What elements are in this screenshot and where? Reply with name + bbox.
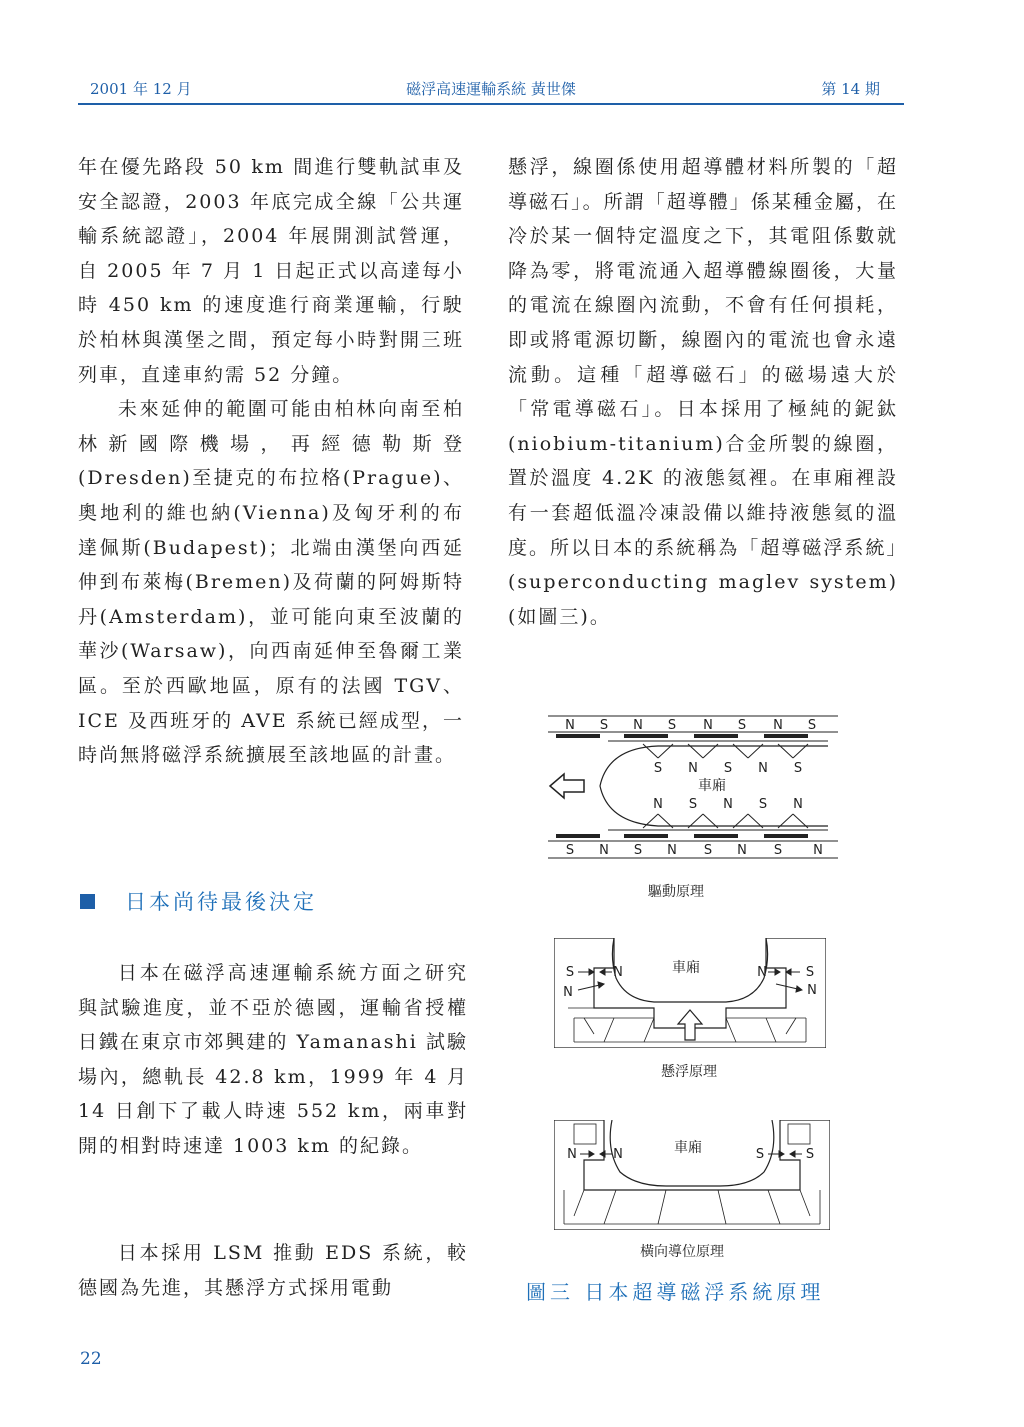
pole-label: S [773, 843, 783, 858]
pole-label: S [688, 797, 698, 812]
left-column-upper [78, 150, 464, 773]
paragraph: 日本採用 LSM 推動 EDS 系統，較德國為先進，其懸浮方式採用電動 [78, 1242, 468, 1299]
pole-label: N [567, 1147, 577, 1162]
pole-label: S [758, 797, 768, 812]
pole-label: N [793, 797, 803, 812]
pole-label: N [723, 797, 733, 812]
pole-label: N [703, 718, 713, 733]
pole-label: S [653, 761, 663, 776]
paragraph: 年在優先路段 50 km 間進行雙軌試車及安全認證，2003 年底完成全線「公共運輸系統認證」，2004 年展開測試營運，自 2005 年 7 月 1 日起正式以高達每小時 450 km 的速度進行商業運輸，行駛於柏林與漢堡之間，預定每小時對開三班列車，直達車約需 52 分鐘。 [78, 156, 464, 386]
pole-label: N [773, 718, 783, 733]
levitation-caption: 懸浮原理 [661, 1064, 717, 1080]
levitation-principle-diagram [554, 938, 826, 1048]
guidance-principle-diagram [554, 1120, 830, 1230]
header-date: 2001 年 12 月 [90, 80, 192, 98]
header-issue: 第 14 期 [821, 80, 880, 98]
drive-caption: 驅動原理 [648, 884, 704, 900]
pole-label: N [565, 718, 575, 733]
pole-label: S [667, 718, 677, 733]
left-column-lower [78, 1236, 468, 1305]
guidance-caption: 橫向導位原理 [640, 1244, 724, 1260]
pole-label: S [723, 761, 733, 776]
pole-label: S [703, 843, 713, 858]
pole-label: N [613, 1147, 623, 1162]
figure-title: 圖三 日本超導磁浮系統原理 [526, 1280, 825, 1304]
right-column [508, 150, 898, 634]
header-title: 磁浮高速運輸系統 黃世傑 [406, 80, 576, 98]
pole-label: S [599, 718, 609, 733]
running-header [78, 72, 904, 102]
pole-label: S [807, 718, 817, 733]
pole-label: N [667, 843, 677, 858]
pole-label: N [757, 965, 767, 980]
paragraph: 未來延伸的範圍可能由柏林向南至柏林新國際機場，再經德勒斯登(Dresden)至捷克的布拉格(Prague)、奧地利的維也納(Vienna)及匈牙利的布達佩斯(Budapest)；北端由漢堡向西延伸到布萊梅(Bremen)及荷蘭的阿姆斯特丹(Amsterdam)，並可能向東至波蘭的華沙(Warsaw)，向西南延伸至魯爾工業區。至於西歐地區，原有的法國 TGV、ICE 及西班牙的 AVE 系統已經成型，一時尚無將磁浮系統擴展至該地區的計畫。 [78, 398, 464, 767]
pole-label: S [805, 1147, 815, 1162]
pole-label: N [758, 761, 768, 776]
pole-label: S [565, 965, 575, 980]
guidance-car-label: 車廂 [674, 1140, 702, 1156]
section-heading-text: 日本尚待最後決定 [125, 890, 317, 914]
pole-label: N [688, 761, 698, 776]
pole-label: N [653, 797, 663, 812]
drive-principle-diagram [548, 708, 838, 870]
section-heading [80, 886, 317, 918]
left-column-middle [78, 956, 468, 1164]
pole-label: N [599, 843, 609, 858]
pole-label: N [807, 983, 817, 998]
pole-label: N [813, 843, 823, 858]
pole-label: S [793, 761, 803, 776]
drive-car-label: 車廂 [698, 778, 726, 794]
pole-label: N [563, 985, 573, 1000]
pole-label: S [805, 965, 815, 980]
paragraph: 日本在磁浮高速運輸系統方面之研究與試驗進度，並不亞於德國，運輸省授權日鐵在東京市郊興建的 Yamanashi 試驗場內，總軌長 42.8 km，1999 年 4 月 14 日創下了載人時速 552 km，兩車對開的相對時速達 1003 km 的紀錄。 [78, 962, 468, 1157]
levitation-car-label: 車廂 [672, 960, 700, 976]
direction-arrow-icon [550, 774, 584, 798]
pole-label: S [565, 843, 575, 858]
header-rule [78, 103, 904, 105]
pole-label: S [737, 718, 747, 733]
pole-label: N [613, 965, 623, 980]
pole-label: N [737, 843, 747, 858]
square-bullet-icon [80, 894, 95, 909]
pole-label: S [755, 1147, 765, 1162]
paragraph: 懸浮，線圈係使用超導體材料所製的「超導磁石」。所謂「超導體」係某種金屬，在冷於某一個特定溫度之下，其電阻係數就降為零，將電流通入超導體線圈後，大量的電流在線圈內流動，不會有任何損耗，即或將電源切斷，線圈內的電流也會永遠流動。這種「超導磁石」的磁場遠大於「常電導磁石」。日本採用了極純的鈮鈦(niobium-titanium)合金所製的線圈，置於溫度 4.2K 的液態氦裡。在車廂裡設有一套超低溫冷凍設備以維持液態氦的溫度。所以日本的系統稱為「超導磁浮系統」(superconducting maglev system)(如圖三)。 [508, 156, 898, 628]
pole-label: N [633, 718, 643, 733]
page-number: 22 [80, 1349, 102, 1369]
pole-label: S [633, 843, 643, 858]
